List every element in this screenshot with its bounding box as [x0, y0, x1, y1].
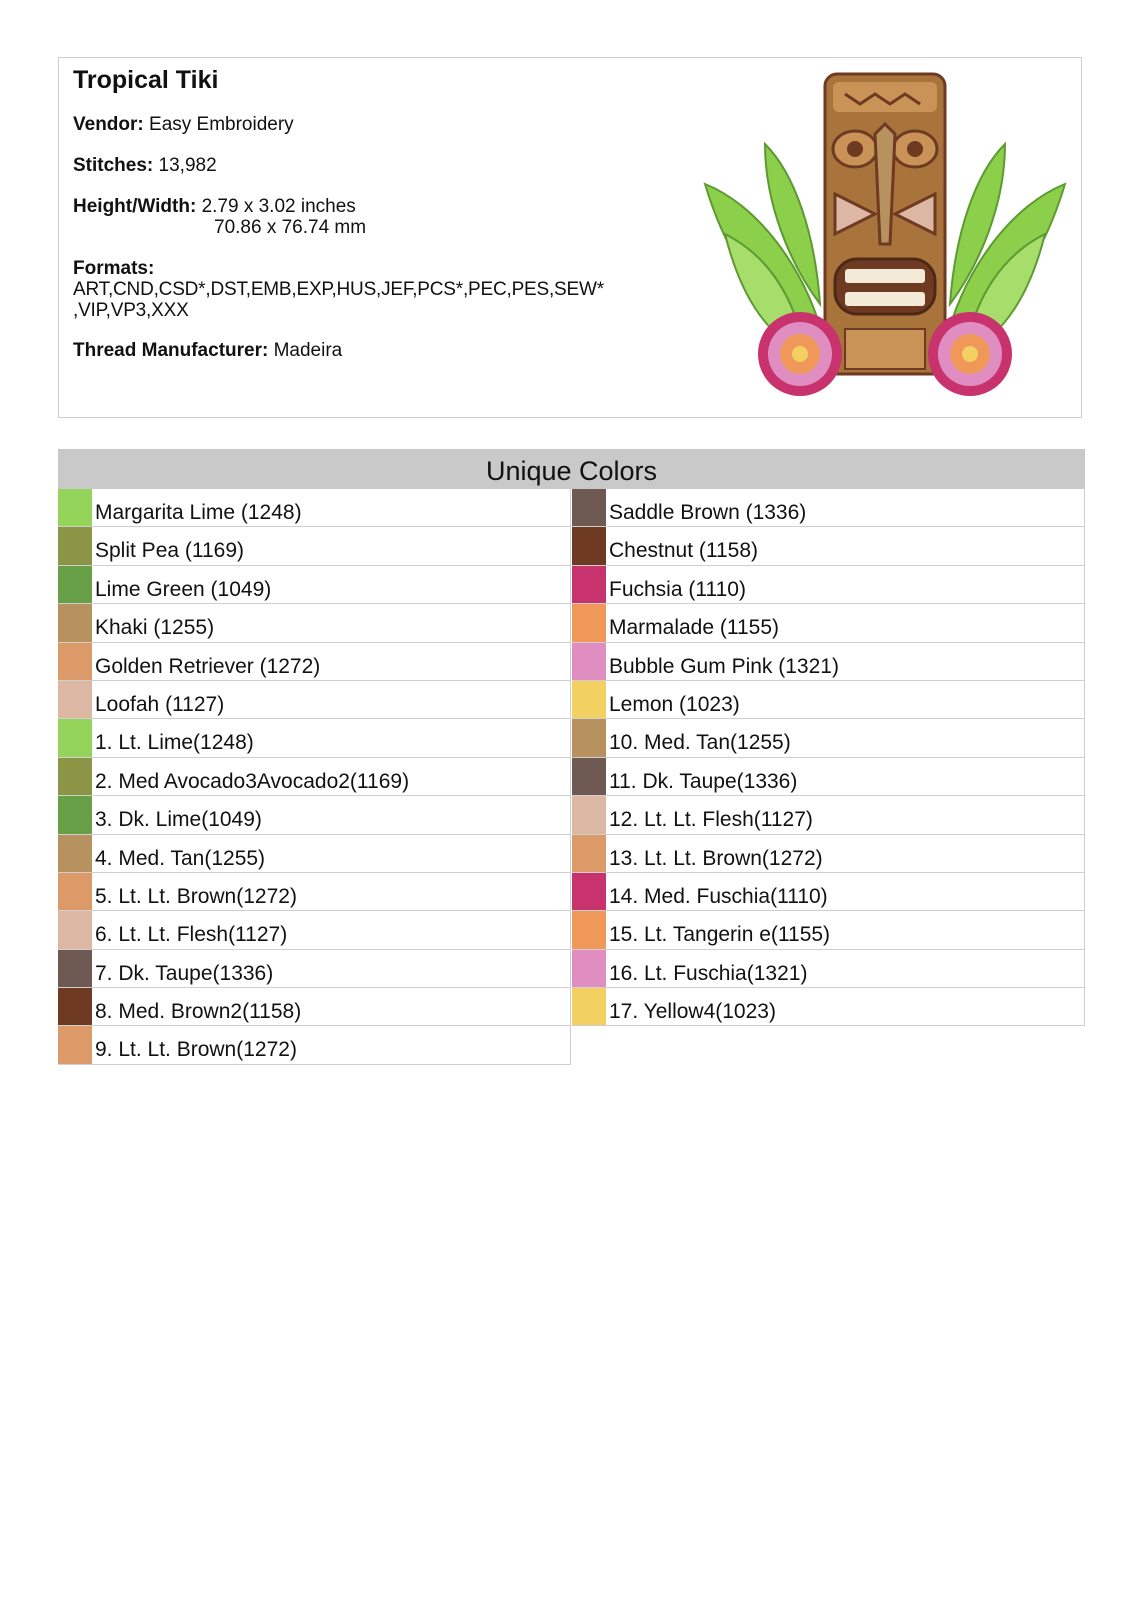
color-label: Bubble Gum Pink (1321) [609, 654, 839, 678]
color-row [58, 835, 571, 873]
color-label: 4. Med. Tan(1255) [95, 846, 266, 870]
unique-colors-header: Unique Colors [58, 449, 1085, 489]
stitches-field [73, 155, 217, 176]
color-row [572, 988, 1085, 1026]
color-row [58, 988, 571, 1026]
color-swatch [58, 835, 92, 872]
color-label: Marmalade (1155) [609, 616, 780, 640]
color-label: Saddle Brown (1336) [609, 501, 807, 524]
color-row [572, 527, 1085, 565]
color-row [58, 950, 571, 988]
color-row [58, 1026, 571, 1064]
size-field [73, 196, 366, 238]
color-row [572, 643, 1085, 681]
stitches-label: Stitches: [73, 155, 154, 176]
color-row [572, 911, 1085, 949]
color-label: 12. Lt. Lt. Flesh(1127) [609, 808, 813, 832]
color-label: 6. Lt. Lt. Flesh(1127) [95, 923, 288, 947]
color-label: 17. Yellow4(1023) [609, 1000, 776, 1024]
color-label: 7. Dk. Taupe(1336) [95, 961, 274, 985]
color-row [58, 758, 571, 796]
color-swatch [572, 988, 606, 1025]
color-swatch [58, 566, 92, 603]
color-label: 8. Med. Brown2(1158) [95, 1000, 302, 1024]
color-row [572, 873, 1085, 911]
stitches-value: 13,982 [158, 155, 217, 176]
color-row [572, 604, 1085, 642]
color-swatch [572, 758, 606, 795]
color-label: 11. Dk. Taupe(1336) [609, 769, 798, 793]
color-label: Loofah (1127) [95, 692, 225, 716]
color-swatch [572, 489, 606, 526]
color-label: 15. Lt. Tangerin e(1155) [609, 923, 831, 947]
color-row [572, 719, 1085, 757]
color-label: 3. Dk. Lime(1049) [95, 808, 262, 832]
color-row [572, 489, 1085, 527]
color-swatch [58, 527, 92, 564]
color-row [58, 527, 571, 565]
color-row [58, 566, 571, 604]
color-row [572, 566, 1085, 604]
color-label: Lemon (1023) [609, 692, 740, 716]
color-swatch [572, 796, 606, 833]
color-swatch [572, 681, 606, 718]
color-label: Fuchsia (1110) [609, 577, 746, 601]
color-swatch [58, 796, 92, 833]
color-label: Margarita Lime (1248) [95, 501, 302, 524]
color-row [58, 643, 571, 681]
color-swatch [58, 758, 92, 795]
color-label: 13. Lt. Lt. Brown(1272) [609, 846, 823, 870]
color-label: Lime Green (1049) [95, 577, 272, 601]
vendor-field [73, 114, 294, 135]
color-row [572, 758, 1085, 796]
color-swatch [58, 643, 92, 680]
color-label: Khaki (1255) [95, 616, 215, 640]
color-swatch [58, 911, 92, 948]
color-swatch [572, 873, 606, 910]
size-mm: 70.86 x 76.74 mm [214, 217, 367, 238]
color-swatch [58, 1026, 92, 1063]
color-row [58, 719, 571, 757]
color-row [58, 604, 571, 642]
color-label: 5. Lt. Lt. Brown(1272) [95, 884, 297, 908]
color-label: 1. Lt. Lime(1248) [95, 731, 254, 755]
color-row [58, 489, 571, 527]
color-row [58, 873, 571, 911]
color-row [572, 835, 1085, 873]
color-label: 2. Med Avocado3Avocado2(1169) [95, 769, 410, 793]
vendor-value: Easy Embroidery [149, 114, 294, 135]
design-info-card [58, 57, 1082, 418]
formats-line-2: ,VIP,VP3,XXX [73, 300, 189, 321]
colors-right-column [572, 489, 1085, 1026]
unique-colors-panel [58, 449, 1085, 1062]
size-inches: 2.79 x 3.02 inches [201, 196, 356, 217]
color-row [58, 796, 571, 834]
tiki-design-image [695, 64, 1075, 412]
color-swatch [572, 950, 606, 987]
formats-field [73, 258, 604, 321]
color-label: Chestnut (1158) [609, 539, 759, 563]
color-swatch [572, 911, 606, 948]
color-label: 14. Med. Fuschia(1110) [609, 884, 828, 908]
thread-field [73, 340, 342, 361]
thread-value: Madeira [273, 340, 343, 361]
color-label: Split Pea (1169) [95, 539, 245, 563]
formats-label: Formats: [73, 258, 155, 279]
color-label: 10. Med. Tan(1255) [609, 731, 791, 755]
color-swatch [58, 489, 92, 526]
color-swatch [572, 527, 606, 564]
color-label: 16. Lt. Fuschia(1321) [609, 961, 808, 985]
color-label: 9. Lt. Lt. Brown(1272) [95, 1038, 297, 1062]
color-swatch [572, 604, 606, 641]
color-swatch [572, 835, 606, 872]
color-swatch [572, 643, 606, 680]
color-row [572, 796, 1085, 834]
color-label: Golden Retriever (1272) [95, 654, 321, 678]
color-swatch [572, 566, 606, 603]
color-swatch [58, 988, 92, 1025]
color-swatch [58, 681, 92, 718]
color-row [58, 681, 571, 719]
color-swatch [58, 950, 92, 987]
design-title: Tropical Tiki [73, 66, 219, 94]
thread-label: Thread Manufacturer: [73, 340, 269, 361]
color-row [572, 681, 1085, 719]
size-label: Height/Width: [73, 196, 197, 217]
color-swatch [58, 719, 92, 756]
color-swatch [58, 604, 92, 641]
vendor-label: Vendor: [73, 114, 144, 135]
color-row [58, 911, 571, 949]
color-row [572, 950, 1085, 988]
color-swatch [58, 873, 92, 910]
colors-left-column [58, 489, 571, 1065]
color-swatch [572, 719, 606, 756]
formats-line-1: ART,CND,CSD*,DST,EMB,EXP,HUS,JEF,PCS*,PEC,PES,SEW* [73, 279, 604, 300]
